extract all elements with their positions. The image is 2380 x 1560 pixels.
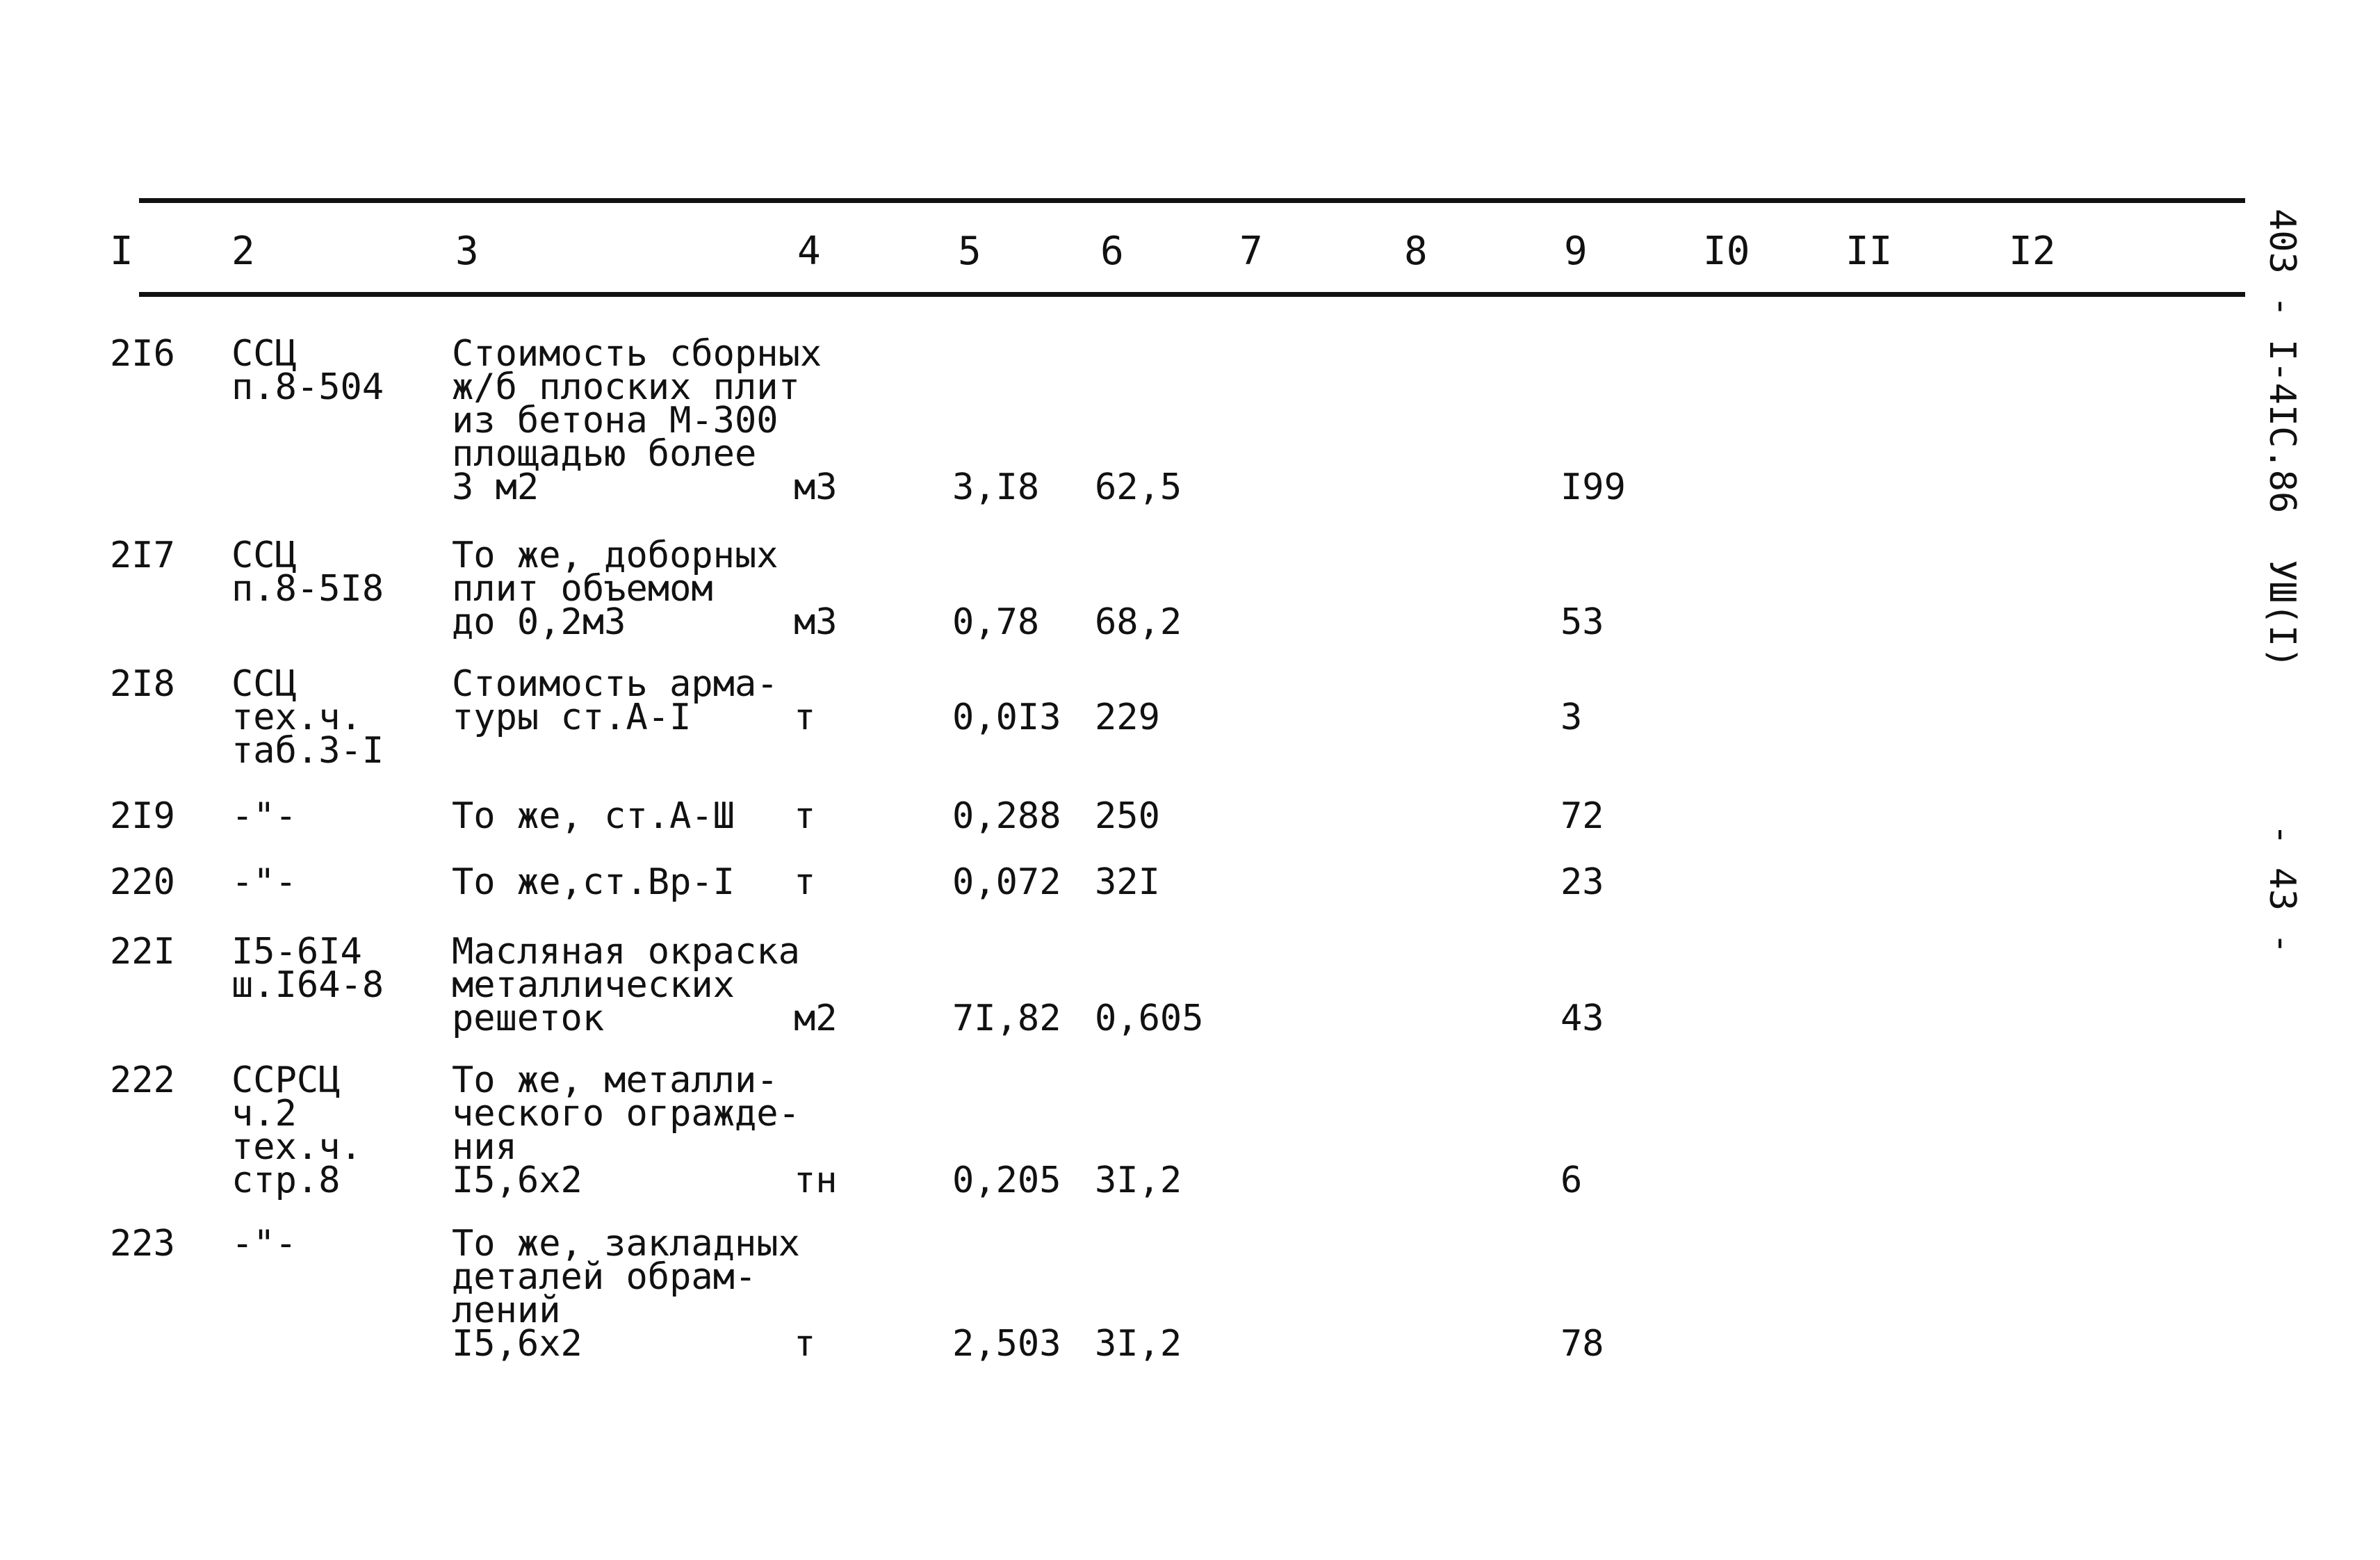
- row-number: 2I7: [110, 535, 175, 576]
- total-cost: 78: [1560, 1323, 1604, 1365]
- column-number-3: 3: [455, 229, 479, 274]
- column-number-7: 7: [1239, 229, 1263, 274]
- header-top-rule: [139, 198, 2245, 203]
- column-number-5: 5: [958, 229, 981, 274]
- column-number-9: 9: [1564, 229, 1588, 274]
- item-description-line: плит объемом: [452, 568, 713, 610]
- item-description: [452, 333, 822, 508]
- quantity: 0,288: [952, 795, 1061, 837]
- price-reference-line: п.8-5I8: [231, 568, 384, 610]
- unit-of-measure: т: [794, 861, 816, 903]
- unit-of-measure: м3: [794, 466, 838, 508]
- item-description-line: ж/б плоских плит: [452, 366, 800, 408]
- quantity: 0,205: [952, 1160, 1061, 1201]
- quantity: 0,0I3: [952, 697, 1061, 738]
- unit-price: 3I,2: [1095, 1323, 1182, 1365]
- item-description-line: Стоимость сборных: [452, 333, 822, 375]
- price-reference-line: I5-6I4: [231, 931, 362, 973]
- price-reference-line: п.8-504: [231, 366, 384, 408]
- unit-price: 32I: [1095, 861, 1160, 903]
- item-description-line: То же, ст.А-Ш: [452, 795, 735, 837]
- price-reference-line: таб.3-I: [231, 730, 384, 772]
- unit-of-measure: т: [794, 795, 816, 837]
- unit-of-measure: т: [794, 697, 816, 738]
- header-bottom-rule: [139, 292, 2245, 297]
- item-description-line: То же, доборных: [452, 535, 779, 576]
- price-reference-line: ш.I64-8: [231, 964, 384, 1006]
- section-code: УШ(I): [2261, 560, 2303, 669]
- unit-price: 68,2: [1095, 601, 1182, 643]
- unit-of-measure: т: [794, 1323, 816, 1365]
- price-reference-line: тех.ч.: [231, 697, 362, 738]
- item-description-line: Масляная окраска: [452, 931, 800, 973]
- row-number: 2I9: [110, 795, 175, 837]
- quantity: 0,78: [952, 601, 1040, 643]
- price-reference: [231, 931, 384, 1006]
- row-number: 22I: [110, 931, 175, 973]
- item-description-line: 3 м2: [452, 466, 539, 508]
- column-number-12: I2: [2009, 229, 2056, 274]
- unit-price: 250: [1095, 795, 1160, 837]
- item-description-line: до 0,2м3: [452, 601, 626, 643]
- price-reference-line: -"-: [231, 795, 297, 837]
- quantity: 0,072: [952, 861, 1061, 903]
- price-reference: [231, 333, 384, 408]
- row-number: 220: [110, 861, 175, 903]
- unit-of-measure: тн: [794, 1160, 838, 1201]
- row-number: 223: [110, 1223, 175, 1265]
- price-reference: [231, 535, 384, 610]
- item-description-line: туры ст.А-I: [452, 697, 692, 738]
- price-reference: [231, 1059, 362, 1201]
- price-reference-line: ССРСЦ: [231, 1059, 341, 1101]
- item-description: [452, 931, 800, 1039]
- page-number: - 43 -: [2261, 824, 2303, 954]
- column-number-4: 4: [797, 229, 821, 274]
- item-description-line: I5,6x2: [452, 1323, 582, 1365]
- unit-price: 229: [1095, 697, 1160, 738]
- row-number: 2I8: [110, 663, 175, 705]
- item-description-line: То же, закладных: [452, 1223, 800, 1265]
- quantity: 3,I8: [952, 466, 1040, 508]
- price-reference-line: ССЦ: [231, 333, 297, 375]
- item-description-line: ческого огражде-: [452, 1093, 800, 1135]
- price-reference: [231, 1223, 297, 1265]
- row-number: 2I6: [110, 333, 175, 375]
- item-description-line: I5,6x2: [452, 1160, 582, 1201]
- column-number-2: 2: [231, 229, 255, 274]
- price-reference-line: тех.ч.: [231, 1126, 362, 1168]
- price-reference: [231, 861, 297, 903]
- price-reference-line: -"-: [231, 861, 297, 903]
- price-reference-line: ч.2: [231, 1093, 297, 1135]
- document-number: 403 - I-4IC.86: [2261, 209, 2303, 514]
- item-description-line: металлических: [452, 964, 735, 1006]
- column-number-8: 8: [1404, 229, 1428, 274]
- unit-price: 0,605: [1095, 998, 1204, 1039]
- item-description-line: лений: [452, 1290, 561, 1331]
- item-description-line: из бетона М-300: [452, 400, 779, 441]
- price-reference-line: ССЦ: [231, 535, 297, 576]
- total-cost: 23: [1560, 861, 1604, 903]
- quantity: 2,503: [952, 1323, 1061, 1365]
- item-description-line: деталей обрам-: [452, 1256, 757, 1298]
- item-description: [452, 795, 735, 837]
- total-cost: 72: [1560, 795, 1604, 837]
- column-number-6: 6: [1100, 229, 1124, 274]
- quantity: 7I,82: [952, 998, 1061, 1039]
- item-description: [452, 663, 779, 738]
- item-description: [452, 1059, 800, 1201]
- item-description-line: ния: [452, 1126, 517, 1168]
- item-description-line: То же,ст.Вр-I: [452, 861, 735, 903]
- item-description-line: То же, металли-: [452, 1059, 779, 1101]
- total-cost: 43: [1560, 998, 1604, 1039]
- price-reference: [231, 663, 384, 772]
- total-cost: I99: [1560, 466, 1626, 508]
- row-number: 222: [110, 1059, 175, 1101]
- price-reference-line: -"-: [231, 1223, 297, 1265]
- item-description: [452, 1223, 800, 1365]
- column-number-11: II: [1845, 229, 1893, 274]
- total-cost: 3: [1560, 697, 1583, 738]
- unit-of-measure: м2: [794, 998, 838, 1039]
- unit-price: 62,5: [1095, 466, 1182, 508]
- item-description-line: площадью более: [452, 433, 757, 475]
- column-number-10: I0: [1703, 229, 1750, 274]
- item-description-line: Стоимость арма-: [452, 663, 779, 705]
- price-reference-line: ССЦ: [231, 663, 297, 705]
- price-reference: [231, 795, 297, 837]
- item-description: [452, 535, 779, 643]
- total-cost: 53: [1560, 601, 1604, 643]
- unit-of-measure: м3: [794, 601, 838, 643]
- unit-price: 3I,2: [1095, 1160, 1182, 1201]
- price-reference-line: стр.8: [231, 1160, 341, 1201]
- item-description: [452, 861, 735, 903]
- item-description-line: решеток: [452, 998, 605, 1039]
- total-cost: 6: [1560, 1160, 1583, 1201]
- column-number-1: I: [110, 229, 133, 274]
